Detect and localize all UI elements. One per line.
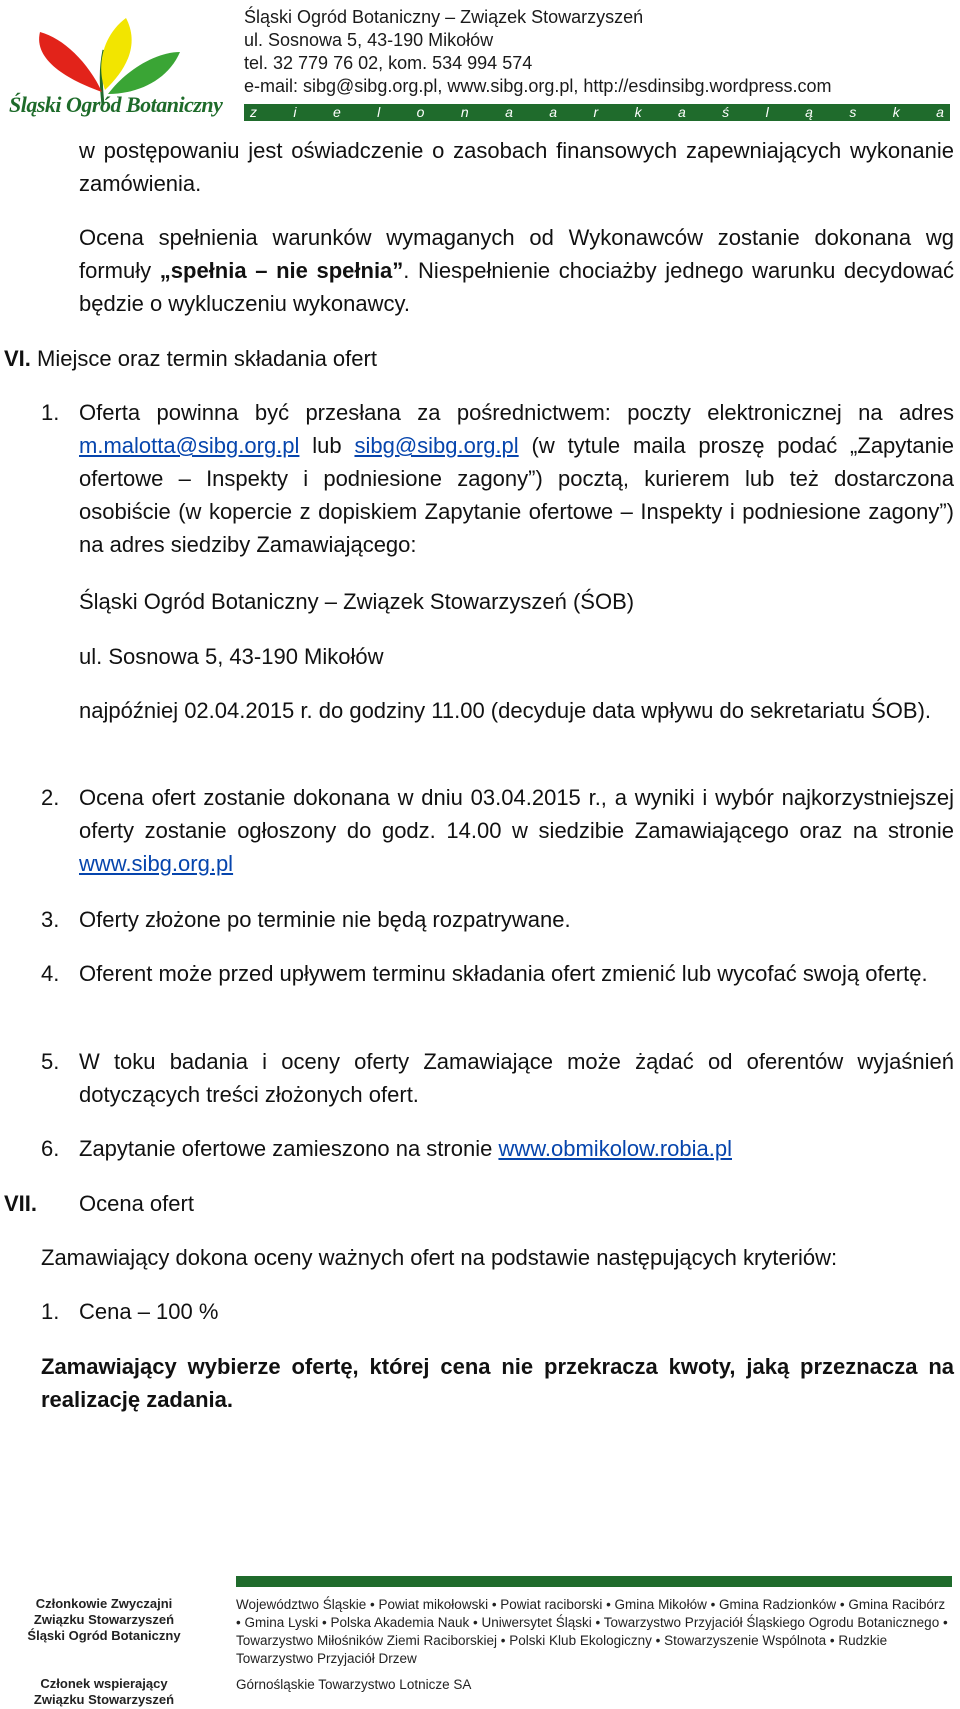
paragraph-financial: w postępowaniu jest oświadczenie o zasobach finansowych zapewniających wykonanie zamówienia.: [79, 138, 954, 196]
supporting-label-line: Członek wspierający: [40, 1676, 168, 1691]
motto-letters: [244, 104, 950, 121]
motto-letter: a: [936, 104, 944, 120]
item-1-text-2: lub: [299, 433, 355, 458]
section-vi-heading: [4, 342, 377, 375]
evaluation-formula: „spełnia – nie spełnia”: [159, 258, 404, 283]
logo-text: Śląski Ogród Botaniczny: [9, 92, 223, 117]
item-3-number: 3.: [41, 907, 60, 932]
motto-letter: ś: [722, 104, 730, 120]
motto-letter: s: [849, 104, 857, 120]
item-4-text: Oferent może przed upływem terminu składania ofert zmienić lub wycofać swoją ofertę.: [79, 961, 928, 986]
item-2-text: [79, 781, 954, 880]
address-line-1: Śląski Ogród Botaniczny – Związek Stowarzyszeń (ŚOB): [79, 589, 635, 614]
section-vi-title: Miejsce oraz termin składania ofert: [37, 346, 377, 371]
motto-letter: i: [293, 104, 297, 120]
members-label-line: Śląski Ogród Botaniczny: [27, 1628, 181, 1643]
website-link-sibg[interactable]: www.sibg.org.pl: [79, 851, 234, 876]
section-vii-number: VII.: [4, 1191, 38, 1216]
criterion-1-text: Cena – 100 %: [79, 1299, 219, 1324]
motto-letter: a: [677, 104, 686, 120]
footer-members-list: Województwo Śląskie • Powiat mikołowski • Powiat raciborski • Gmina Mikołów • Gmina Radzionków • Gmina Racibórz • Gmina Lyski • Polska Akademia Nauk • Uniwersytet Śląski • Towarzystwo Przyjaciół Śląskiego Ogrodu Botanicznego • Towarzystwo Miłośników Ziemi Raciborskiej • Polski Klub Ekologiczny • Stowarzyszenie Wspólnota • Rudzkie Towarzystwo Przyjaciół Drzew: [236, 1597, 948, 1666]
criterion-1-number: 1.: [41, 1299, 60, 1324]
item-5-number: 5.: [41, 1049, 60, 1074]
deadline-text: najpóźniej 02.04.2015 r. do godziny 11.00 (decyduje data wpływu do sekretariatu ŚOB).: [79, 698, 932, 723]
item-6-text-1: Zapytanie ofertowe zamieszono na stronie: [79, 1136, 499, 1161]
footer-supporting-list: Górnośląskie Towarzystwo Lotnicze SA: [236, 1677, 472, 1692]
motto-letter: k: [892, 104, 900, 120]
section-vii-title: Ocena ofert: [79, 1191, 194, 1216]
motto-letter: n: [460, 104, 469, 120]
paragraph-evaluation: [79, 221, 954, 320]
item-6-text: [79, 1132, 954, 1165]
item-1-text: [79, 396, 954, 561]
org-address: ul. Sosnowa 5, 43-190 Mikołów: [244, 30, 494, 50]
motto-letter: l: [765, 104, 769, 120]
item-1-text-1: Oferta powinna być przesłana za pośrednictwem: poczty elektronicznej na adres: [79, 400, 954, 425]
footer-members-label: [14, 1596, 194, 1644]
motto-letter: z: [250, 104, 257, 120]
members-label-line: Członkowie Zwyczajni: [35, 1596, 173, 1611]
final-statement: Zamawiający wybierze ofertę, której cena nie przekracza kwoty, jaką przeznacza na realizację zadania.: [41, 1354, 954, 1412]
motto-letter: ą: [805, 104, 813, 120]
item-2-text-1: Ocena ofert zostanie dokonana w dniu 03.04.2015 r., a wyniki i wybór najkorzystniejszej oferty zostanie ogłoszony do godz. 14.00 w siedzibie Zamawiającego oraz na stronie: [79, 785, 954, 843]
motto-letter: o: [416, 104, 425, 120]
motto-letter: k: [634, 104, 642, 120]
address-line-2: ul. Sosnowa 5, 43-190 Mikołów: [79, 644, 384, 669]
motto-letter: r: [593, 104, 599, 120]
header-contact-info: [244, 6, 832, 98]
item-1-number: 1.: [41, 400, 60, 425]
org-name: Śląski Ogród Botaniczny – Związek Stowarzyszeń: [244, 7, 644, 27]
item-6-number: 6.: [41, 1136, 60, 1161]
motto-band: [244, 104, 950, 121]
evaluation-text-1: Ocena spełnienia warunków wymaganych od Wykonawców zostanie dokonana wg formuły: [79, 225, 954, 283]
motto-letter: a: [549, 104, 558, 120]
item-4-number: 4.: [41, 961, 60, 986]
section-vi-number: VI.: [4, 346, 31, 371]
item-5-text: W toku badania i oceny oferty Zamawiające może żądać od oferentów wyjaśnień dotyczących treści złożonych ofert.: [79, 1049, 954, 1107]
footer-supporting-label: [14, 1676, 194, 1708]
supporting-label-line: Związku Stowarzyszeń: [33, 1692, 175, 1707]
item-3-text: Oferty złożone po terminie nie będą rozpatrywane.: [79, 907, 571, 932]
motto-letter: a: [505, 104, 513, 120]
motto-letter: e: [332, 104, 341, 120]
criteria-intro: Zamawiający dokona oceny ważnych ofert na podstawie następujących kryteriów:: [41, 1245, 838, 1270]
evaluation-text-2: . Niespełnienie chociażby jednego warunku decydować będzie o wykluczeniu wykonawcy.: [79, 258, 954, 316]
email-link-sibg[interactable]: sibg@sibg.org.pl: [354, 433, 519, 458]
members-label-line: Związku Stowarzyszeń: [33, 1612, 175, 1627]
org-email-web: e-mail: sibg@sibg.org.pl, www.sibg.org.pl, http://esdinsibg.wordpress.com: [244, 76, 832, 96]
footer-green-bar: [236, 1576, 952, 1587]
item-1-text-3: (w tytule maila proszę podać „Zapytanie ofertowe – Inspekty i podniesione zagony”) pocztą, kurierem lub też dostarczona osobiście (w kopercie z dopiskiem Zapytanie ofertowe – Inspekty i podniesione zagony”) na adres siedziby Zamawiającego:: [79, 433, 954, 557]
item-2-number: 2.: [41, 785, 60, 810]
org-phone: tel. 32 779 76 02, kom. 534 994 574: [244, 53, 533, 73]
email-link-malotta[interactable]: m.malotta@sibg.org.pl: [79, 433, 300, 458]
website-link-obmikolow[interactable]: www.obmikolow.robia.pl: [498, 1136, 732, 1161]
motto-letter: l: [377, 104, 381, 120]
